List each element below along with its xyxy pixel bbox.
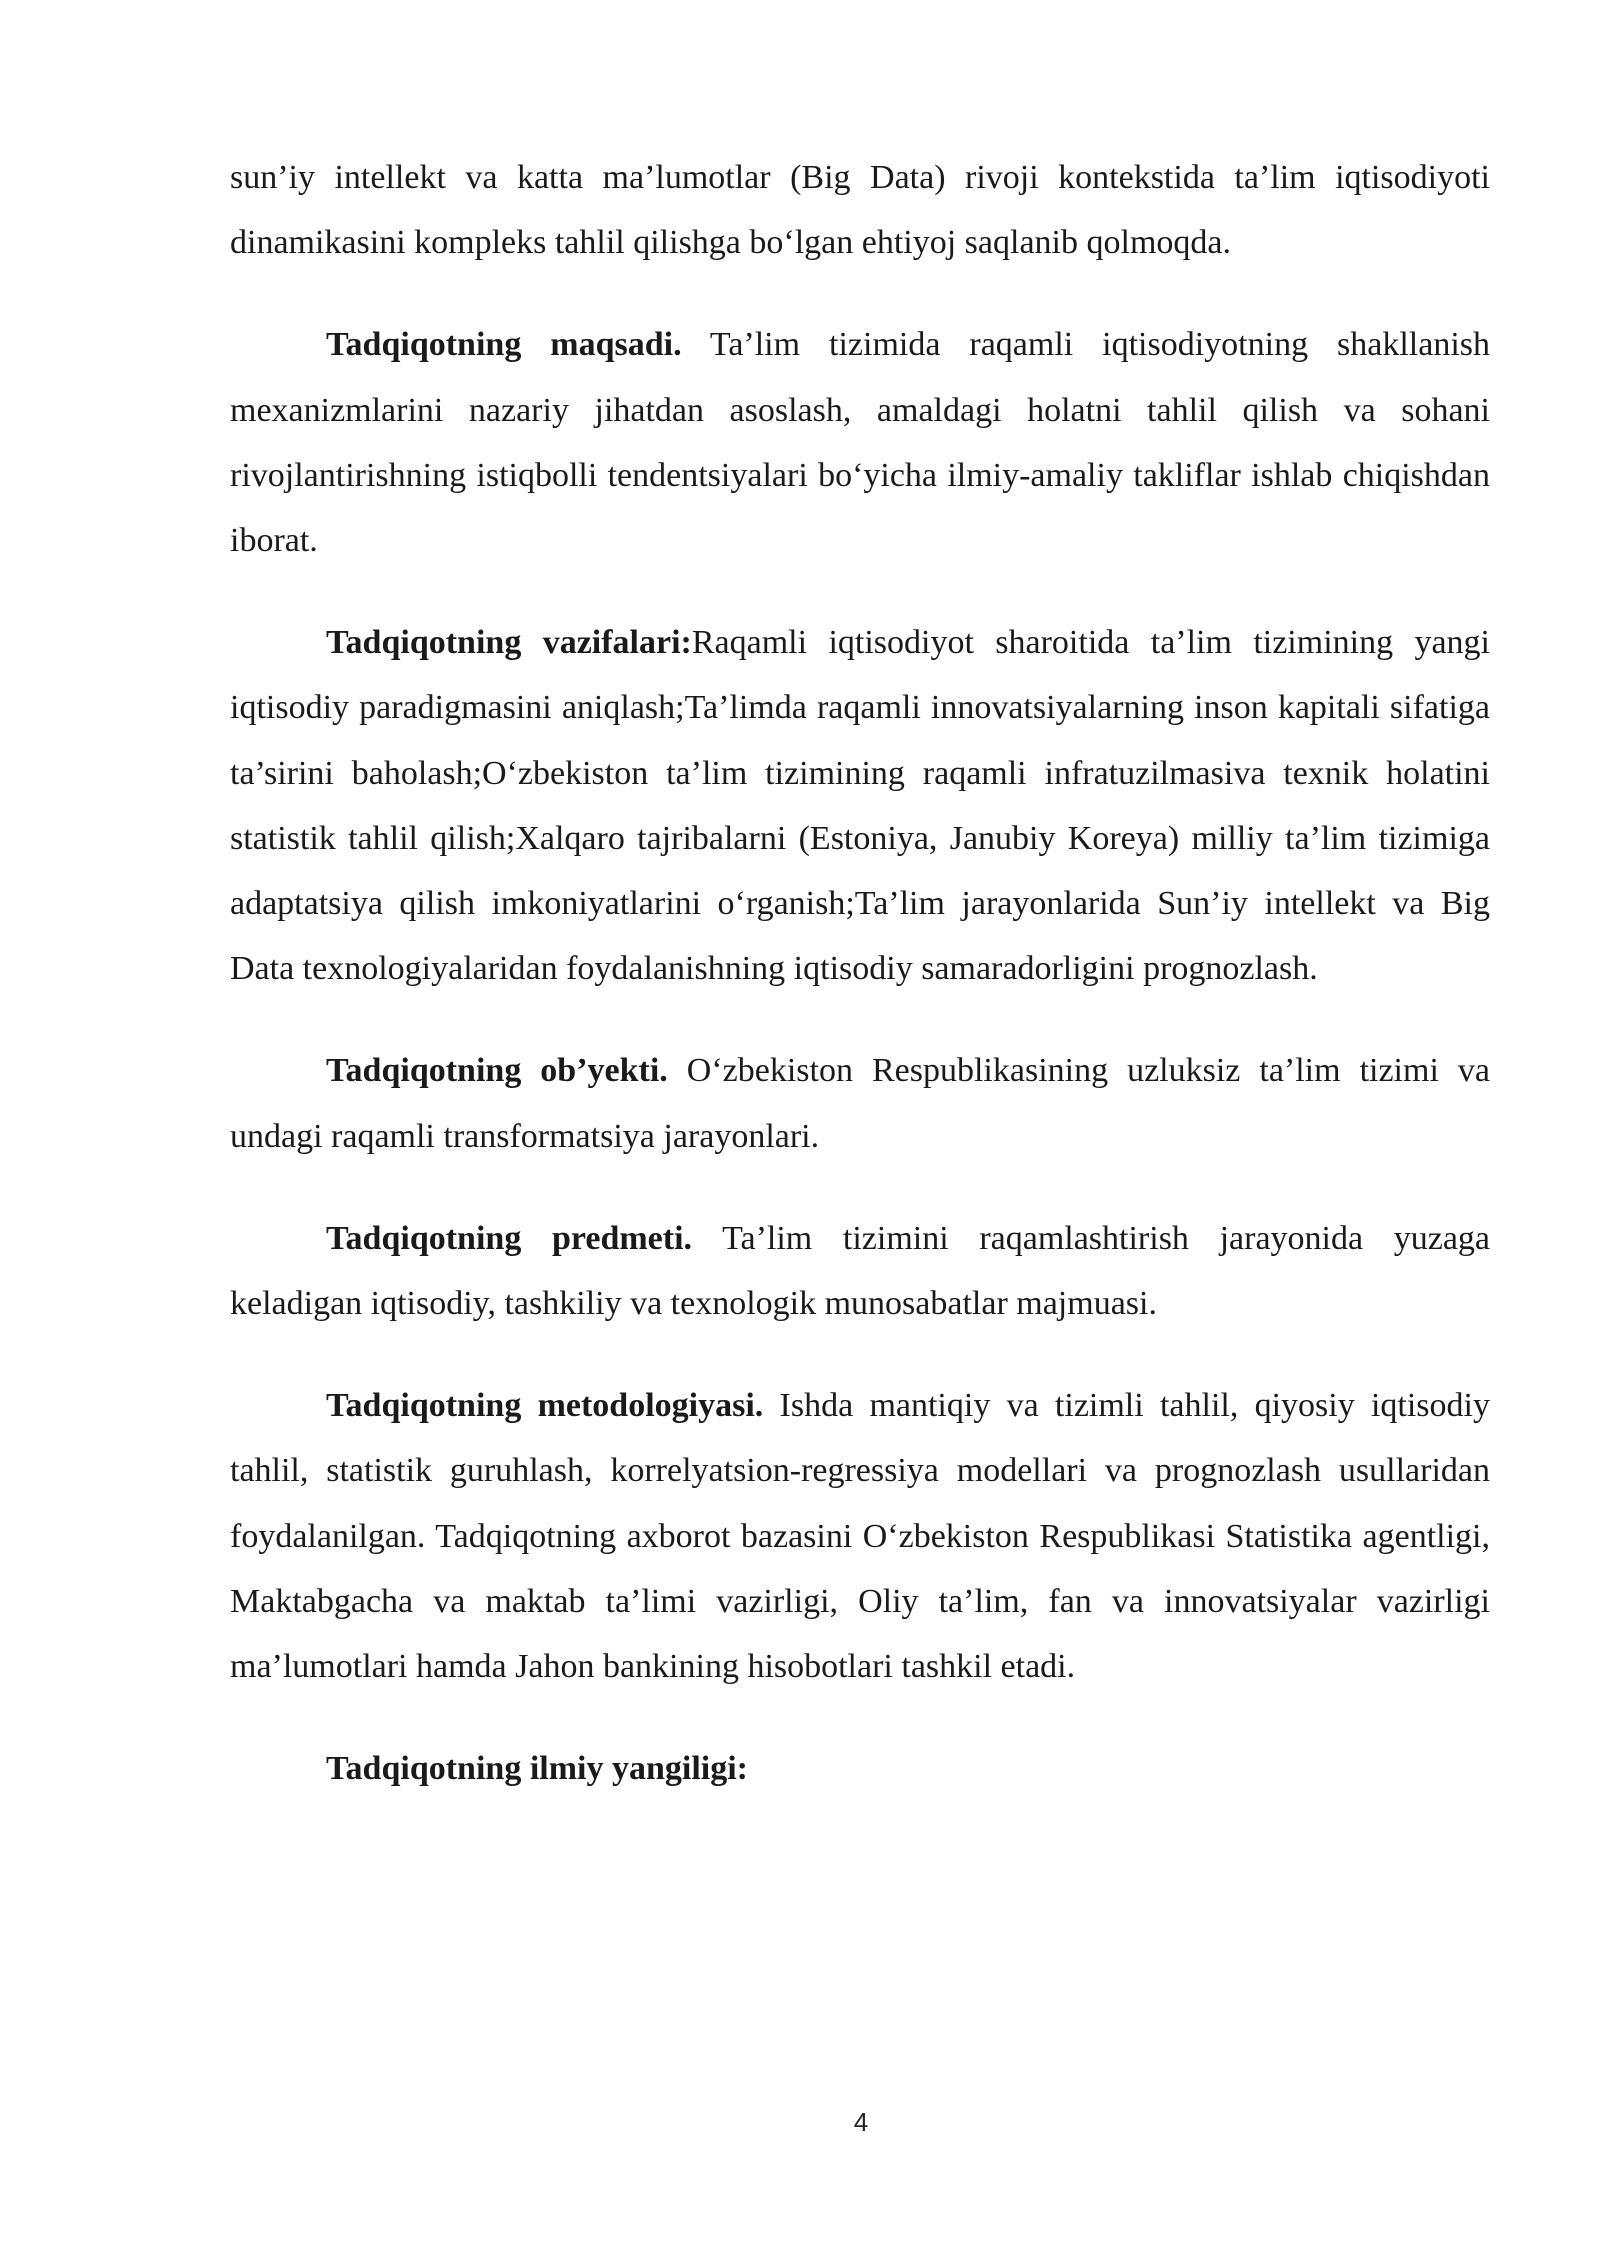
section-subject xyxy=(230,1206,1490,1336)
section-methodology xyxy=(230,1373,1490,1699)
section-object xyxy=(230,1038,1490,1168)
paragraph-gap xyxy=(230,1169,1490,1206)
section-heading: Tadqiqotning predmeti. xyxy=(326,1219,693,1257)
section-goal xyxy=(230,312,1490,573)
section-heading: Tadqiqotning metodologiyasi. xyxy=(326,1387,764,1425)
paragraph-gap xyxy=(230,1699,1490,1736)
document-page xyxy=(230,145,1490,1801)
section-novelty xyxy=(230,1736,1490,1801)
section-tasks xyxy=(230,610,1490,1001)
section-heading: Tadqiqotning vazifalari: xyxy=(326,624,692,662)
intro-paragraph: sun’iy intellekt va katta ma’lumotlar (Big Data) rivoji kontekstida ta’lim iqtisodiyoti dinamikasini kompleks tahlil qilishga bo‘lgan ehtiyoj saqlanib qolmoqda. xyxy=(230,159,1490,262)
section-text: Ta’lim tizimini raqamlashtirish jarayonida yuzaga keladigan iqtisodiy, tashkiliy va texnologik munosabatlar majmuasi. xyxy=(230,1219,1490,1323)
paragraph-gap xyxy=(230,1336,1490,1373)
paragraph-gap xyxy=(230,573,1490,610)
section-text: Raqamli iqtisodiyot sharoitida ta’lim tizimining yangi iqtisodiy paradigmasini aniqlash;Ta’limda raqamli innovatsiyalarning inson kapitali sifatiga ta’sirini baholash;O‘zbekiston ta’lim tizimining raqamli infratuzilmasiva texnik holatini statistik tahlil qilish;Xalqaro tajribalarni (Estoniya, Janubiy Koreya) milliy ta’lim tizimiga adaptatsiya qilish imkoniyatlarini o‘rganish;Ta’lim jarayonlarida Sun’iy intellekt va Big Data texnologiyalaridan foydalanishning iqtisodiy samaradorligini prognozlash. xyxy=(230,624,1491,988)
section-text: O‘zbekiston Respublikasining uzluksiz ta’lim tizimi va undagi raqamli transformatsiya jarayonlari. xyxy=(230,1052,1490,1155)
section-text: Ta’lim tizimida raqamli iqtisodiyotning shakllanish mexanizmlarini nazariy jihatdan asoslash, amaldagi holatni tahlil qilish va sohani rivojlantirishning istiqbolli tendentsiyalari bo‘yicha ilmiy-amaliy takliflar ishlab chiqishdan iborat. xyxy=(230,326,1491,560)
section-heading: Tadqiqotning ob’yekti. xyxy=(326,1052,668,1090)
page-number: 4 xyxy=(853,2107,869,2137)
section-heading: Tadqiqotning ilmiy yangiligi: xyxy=(326,1750,748,1788)
paragraph-gap xyxy=(230,275,1490,312)
section-heading: Tadqiqotning maqsadi. xyxy=(326,326,682,364)
section-text: Ishda mantiqiy va tizimli tahlil, qiyosiy iqtisodiy tahlil, statistik guruhlash, korrelyatsion-regressiya modellari va prognozlash usullaridan foydalanilgan. Tadqiqotning axborot bazasini O‘zbekiston Respublikasi Statistika agentligi, Maktabgacha va maktab ta’limi vazirligi, Oliy ta’lim, fan va innovatsiyalar vazirligi ma’lumotlari hamda Jahon bankining hisobotlari tashkil etadi. xyxy=(230,1387,1490,1686)
paragraph-gap xyxy=(230,1001,1490,1038)
